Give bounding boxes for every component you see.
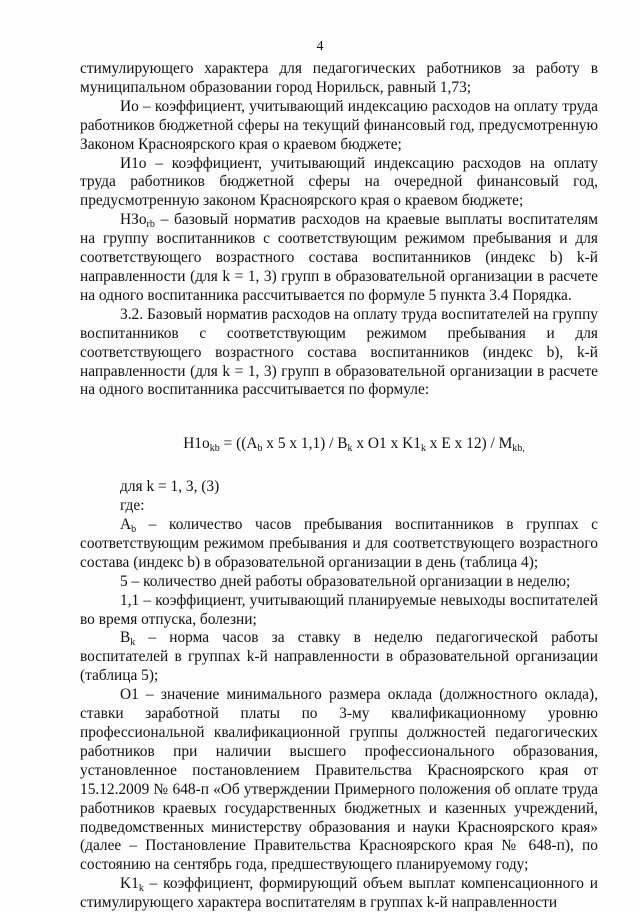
formula-part: Н1о [183, 435, 210, 453]
definition-bk [80, 629, 598, 686]
where-label [80, 497, 598, 516]
paragraph-text: Ио – коэффициент, учитывающий индексацию расходов на оплату труда работников бюджетной сферы на текущий финансовый год, предусмотренную Законом Красноярского края о краевом бюджете; [80, 97, 598, 153]
paragraph-text: – базовый норматив расходов на краевые выплаты воспитателям на группу воспитанников с соответствующим режимом пребывания и для соответствующего возрастного состава воспитанников (индекс b) k-й направленности (для k = 1, 3) групп в образовательной организации в расчете на одного воспитанника рассчитывается по формуле 5 пункта 3.4 Порядка. [80, 211, 598, 304]
paragraph-text: где: [120, 497, 145, 515]
formula-subscript: b [257, 443, 263, 455]
document-body [80, 60, 598, 913]
page-number: 4 [316, 39, 324, 54]
formula-subscript: kb [209, 443, 220, 455]
formula-subscript: k [420, 443, 426, 455]
paragraph-io [80, 98, 598, 155]
paragraph-text: для k = 1, 3, (3) [120, 478, 220, 496]
formula [80, 435, 598, 454]
definition-ab [80, 516, 598, 573]
symbol-subscript: k [138, 883, 144, 895]
paragraph-text: 3.2. Базовый норматив расходов на оплату труда воспитателей на группу воспитанников с соответствующим режимом пребывания и для соответствующего возрастного состава воспитанников (индекс b), k-й направленности (для k = 1, 3) групп в образовательной организации в расчете на одного воспитанника рассчитывается по формуле: [80, 305, 598, 399]
paragraph-text: O1 – значение минимального размера оклада (должностного оклада), ставки заработной платы по 3-му квалификационному уровню профессиональной квалификационной группы должностей педагогических работников при наличии высшего профессионального образования, установленное постановлением Правительства Красноярского края от 15.12.2009 № 648-п «Об утверждении Примерного положения об оплате труда работников краевых государственных бюджетных и казенных учреждений, подведомственных министерству образования и науки Красноярского края» (далее – Постановление Правительства Красноярского края № 648-п), по состоянию на сентябрь года, предшествующего планируемому году; [80, 686, 598, 874]
formula-part: x O1 x K1 [352, 435, 421, 453]
formula-part: = ((A [219, 435, 258, 453]
symbol-subscript: k [130, 637, 136, 649]
formula-part: x E x 12) / M [425, 435, 513, 453]
symbol: B [120, 629, 131, 647]
definition-k1k [80, 875, 598, 913]
paragraph-text: – коэффициент, формирующий объем выплат компенсационного и стимулирующего характера воспитателям в группах k-й направленности [80, 875, 598, 912]
paragraph-3-2 [80, 306, 598, 401]
definition-1-1 [80, 592, 598, 630]
symbol: K1 [120, 875, 139, 893]
symbol: A [120, 516, 132, 534]
definition-o1 [80, 686, 598, 875]
paragraph-text: – норма часов за ставку в неделю педагогической работы воспитателей в группах k-й направленности в образовательной организации (таблица 5); [80, 629, 598, 685]
formula-subscript: kb, [512, 443, 525, 455]
formula-condition [80, 478, 598, 497]
symbol-subscript: rb [146, 219, 155, 231]
paragraph-nzo [80, 211, 598, 306]
paragraph-text: 5 – количество дней работы образовательной организации в неделю; [120, 572, 571, 590]
formula-part: x 5 x 1,1) / B [262, 435, 348, 453]
symbol-subscript: b [131, 524, 137, 536]
paragraph-text: – количество часов пребывания воспитанников в группах с соответствующим режимом пребывания и для соответствующего возрастного состава (индекс b) в образовательной организации в день (таблица 4); [80, 516, 598, 571]
paragraph-text: И1о – коэффициент, учитывающий индексацию расходов на оплату труда работников бюджетной сферы на очередной финансовый год, предусмотренную законом Красноярского края о краевом бюджете; [80, 154, 598, 210]
paragraph-text: стимулирующего характера для педагогических работников за работу в муниципальном образовании город Норильск, равный 1,73; [80, 60, 598, 96]
symbol: НЗо [120, 211, 147, 229]
formula-subscript: k [347, 443, 353, 455]
paragraph-continued [80, 60, 598, 98]
definition-5 [80, 573, 598, 592]
paragraph-i1o [80, 155, 598, 212]
paragraph-text: 1,1 – коэффициент, учитывающий планируемые невыходы воспитателей во время отпуска, болезни; [80, 591, 598, 628]
